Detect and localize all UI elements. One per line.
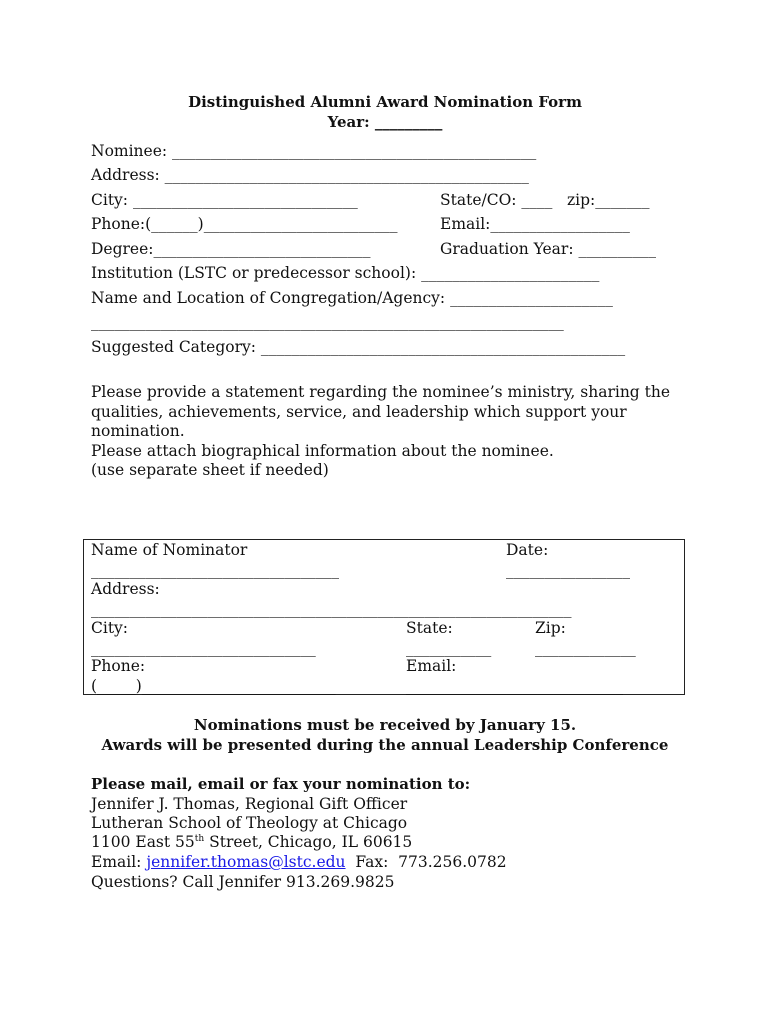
nominator-state-field[interactable]: ___________: [406, 639, 492, 657]
address-line[interactable]: Address: _______________________________________________: [91, 166, 529, 184]
nominator-date-label: Date:: [506, 541, 549, 559]
statement-text-3: (use separate sheet if needed): [91, 461, 329, 479]
street-prefix: 1100 East 55: [91, 833, 195, 851]
nominator-email-label: Email:: [406, 657, 457, 675]
congregation-continuation-line[interactable]: _____________________________________________________________: [91, 313, 564, 331]
congregation-line[interactable]: Name and Location of Congregation/Agency: _____________________: [91, 289, 613, 307]
nominator-address-label: Address:: [91, 580, 160, 598]
nominator-address-field[interactable]: ______________________________________________________________: [91, 600, 572, 618]
nominator-city-field[interactable]: _____________________________: [91, 639, 316, 657]
nominee-line[interactable]: Nominee: _______________________________________________: [91, 142, 537, 160]
degree-line[interactable]: Degree:____________________________: [91, 240, 371, 258]
contact-heading: Please mail, email or fax your nomination to:: [91, 775, 471, 793]
city-line[interactable]: City: _____________________________: [91, 191, 358, 209]
nominator-name-label: Name of Nominator: [91, 541, 248, 559]
awards-notice: Awards will be presented during the annual Leadership Conference: [101, 736, 669, 754]
nominator-phone-label: Phone:: [91, 657, 146, 675]
email-line[interactable]: Email:__________________: [440, 215, 630, 233]
graduation-year-line[interactable]: Graduation Year: __________: [440, 240, 656, 258]
nominator-zip-field[interactable]: _____________: [535, 639, 636, 657]
nominator-zip-label: Zip:: [535, 619, 566, 637]
phone-line[interactable]: Phone:(______)_________________________: [91, 215, 398, 233]
form-title: Distinguished Alumni Award Nomination Form: [188, 93, 582, 111]
institution-line[interactable]: Institution (LSTC or predecessor school): _______________________: [91, 264, 600, 282]
contact-school: Lutheran School of Theology at Chicago: [91, 814, 408, 832]
contact-questions: Questions? Call Jennifer 913.269.9825: [91, 873, 395, 891]
nominator-state-label: State:: [406, 619, 453, 637]
nominator-phone-field[interactable]: (_____)_________________________: [91, 677, 336, 695]
street-suffix: Street, Chicago, IL 60615: [204, 833, 413, 851]
statement-text-1: Please provide a statement regarding the nominee’s ministry, sharing the qualities, achievements, service, and leadership which support your nomination.: [91, 383, 671, 440]
state-co-line[interactable]: State/CO: ____: [440, 191, 553, 209]
statement-text-2: Please attach biographical information about the nominee.: [91, 441, 554, 460]
contact-name: Jennifer J. Thomas, Regional Gift Officer: [91, 795, 408, 813]
nominator-city-label: City:: [91, 619, 129, 637]
nominator-date-field[interactable]: ________________: [506, 561, 630, 579]
zip-line[interactable]: zip:_______: [567, 191, 650, 209]
nominator-name-field[interactable]: ________________________________: [91, 561, 339, 579]
email-label: Email:: [91, 853, 147, 871]
suggested-category-line[interactable]: Suggested Category: _______________________________________________: [91, 338, 626, 356]
street-ordinal: th: [194, 833, 205, 844]
contact-street: [91, 833, 412, 851]
nominator-email-field[interactable]: ____________________________: [406, 677, 623, 695]
fax-number: Fax: 773.256.0782: [345, 853, 507, 871]
year-line: Year: _________: [327, 113, 443, 131]
email-link[interactable]: jennifer.thomas@lstc.edu: [146, 853, 346, 871]
contact-email-fax: [91, 853, 507, 871]
deadline-notice: Nominations must be received by January 15.: [193, 716, 577, 734]
statement-instructions: [91, 383, 691, 481]
